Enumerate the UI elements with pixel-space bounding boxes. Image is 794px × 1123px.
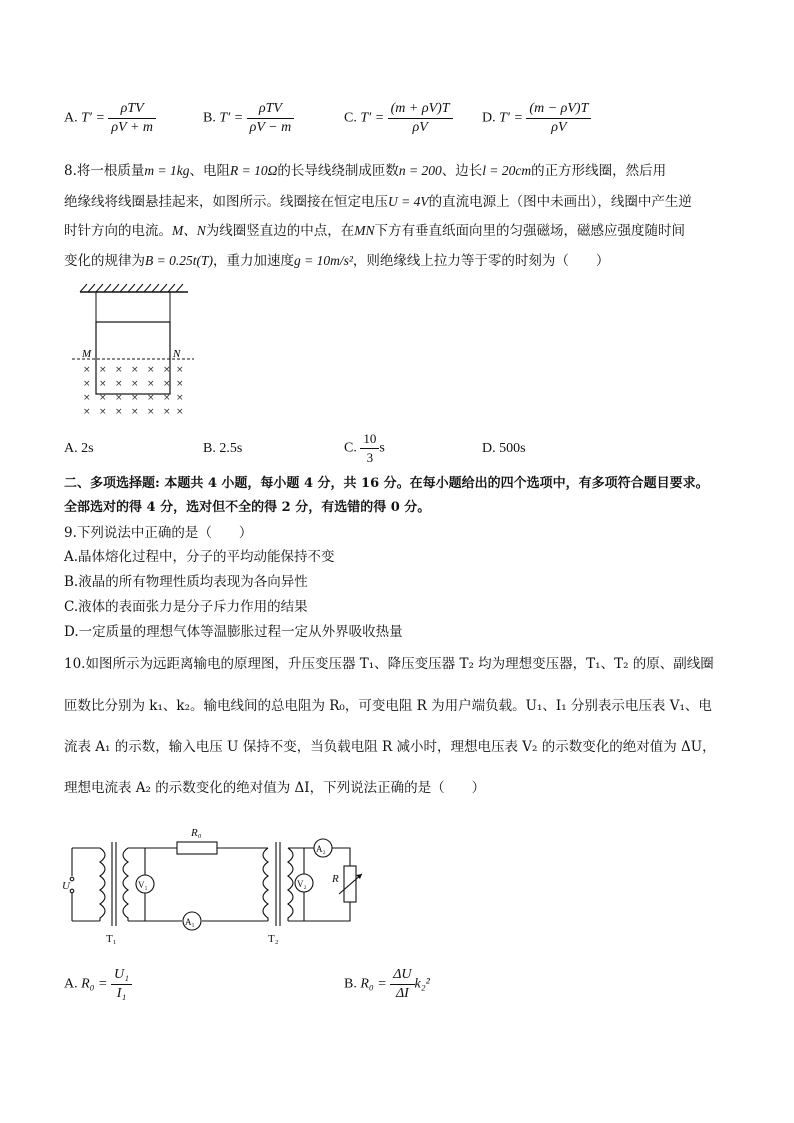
- section-2-heading: 二、多项选择题: 本题共 4 小题，每小题 4 分，共 16 分。在每小题给出的四个选项中，有多项符合题目要求。: [64, 476, 709, 491]
- svg-text:×: ×: [176, 407, 184, 417]
- svg-text:×: ×: [115, 365, 123, 375]
- magnetic-field-crosses: [83, 365, 184, 417]
- q8-option-c: C. $\frac{10}{3}$ s: [344, 431, 385, 465]
- q8-option-a: A. 2s: [64, 441, 94, 456]
- svg-text:×: ×: [131, 365, 139, 375]
- label-v2: V₂: [297, 879, 307, 889]
- svg-text:×: ×: [163, 393, 171, 403]
- svg-text:×: ×: [99, 365, 107, 375]
- svg-text:×: ×: [147, 379, 155, 389]
- fraction: $\frac{\Delta U}{\Delta I}$: [390, 966, 414, 1003]
- q10-line-4: 理想电流表 A₂ 的示数变化的绝对值为 ΔI，下列说法正确的是（ ）: [64, 780, 486, 796]
- q8-line-3: 时针方向的电流。M、N为线圈竖直边的中点，在MN下方有垂直纸面向里的匀强磁场，磁感应强度随时间: [64, 223, 685, 239]
- fraction: $\frac{\text{U₁}}{\text{I₁}}$: [111, 966, 132, 1003]
- svg-text:×: ×: [131, 407, 139, 417]
- q9-option-d: D.一定质量的理想气体等温膨胀过程一定从外界吸收热量: [64, 624, 403, 640]
- svg-text:×: ×: [163, 365, 171, 375]
- transmission-circuit: [62, 818, 362, 948]
- q10-option-a: A. R₀ = $\frac{\text{U₁}}{\text{I₁}}$: [64, 966, 132, 1003]
- q10-option-b: B. R₀ = $\frac{\Delta U}{\Delta I}$ k₂²: [344, 967, 430, 1001]
- svg-text:×: ×: [176, 379, 184, 389]
- q10-line-3: 流表 A₁ 的示数，输入电压 U 保持不变，当负载电阻 R 减小时，理想电压表 V₂ 的示数变化的绝对值为 ΔU，: [64, 739, 716, 755]
- fraction: $\frac{\text{ρTV}}{\rho V - m}$: [247, 100, 295, 137]
- q9-option-b: B.液晶的所有物理性质均表现为各向异性: [64, 574, 308, 590]
- q7-option-c: C. T′ = $\frac{(m + \rho V)T}{\rho V}$: [344, 100, 453, 137]
- q9-option-c: C.液体的表面张力是分子斥力作用的结果: [64, 599, 308, 615]
- q9-option-a: A.晶体熔化过程中，分子的平均动能保持不变: [64, 549, 335, 565]
- q8-option-d: D. 500s: [482, 441, 526, 456]
- svg-text:×: ×: [99, 393, 107, 403]
- svg-text:×: ×: [131, 393, 139, 403]
- svg-text:×: ×: [115, 407, 123, 417]
- q7-option-d: D. T′ = $\frac{(m - \rho V)T}{\rho V}$: [482, 100, 591, 137]
- q8-option-b: B. 2.5s: [203, 441, 243, 456]
- svg-text:×: ×: [176, 365, 184, 375]
- section-2-scoring: 全部选对的得 4 分，选对但不全的得 2 分，有选错的得 0 分。: [64, 500, 431, 515]
- svg-text:×: ×: [147, 407, 155, 417]
- svg-text:×: ×: [83, 365, 91, 375]
- q8-line-2: 绝缘线将线圈悬挂起来，如图所示。线圈接在恒定电压U = 4V的直流电源上（图中未画出），线圈中产生逆: [64, 194, 692, 210]
- q10-line-2: 匝数比分别为 k₁、k₂。输电线间的总电阻为 R₀，可变电阻 R 为用户端负载。U₁、I₁ 分别表示电压表 V₁、电: [64, 698, 712, 714]
- svg-text:×: ×: [115, 393, 123, 403]
- svg-text:×: ×: [99, 407, 107, 417]
- ceiling: [80, 284, 188, 292]
- svg-text:×: ×: [147, 393, 155, 403]
- coil-figure: [66, 282, 206, 422]
- label-n: N: [173, 348, 181, 360]
- q9-stem: 9.下列说法中正确的是（ ）: [64, 525, 253, 541]
- label-u: U: [62, 880, 70, 892]
- label-r0: R₀: [191, 827, 202, 839]
- svg-text:×: ×: [147, 365, 155, 375]
- label-t1: T₁: [106, 933, 117, 945]
- label-a2: A₂: [316, 844, 326, 854]
- svg-text:×: ×: [131, 379, 139, 389]
- q8-line-4: 变化的规律为B = 0.25t(T)，重力加速度g = 10m/s²，则绝缘线上拉力等于零的时刻为（ ）: [64, 253, 610, 269]
- svg-text:×: ×: [83, 393, 91, 403]
- q7-option-b: B. T′ = $\frac{\text{ρTV}}{\rho V - m}$: [203, 100, 294, 137]
- q7-option-a: A. T′ = $\frac{\text{ρTV}}{\rho V + m}$: [64, 100, 156, 137]
- fraction: $\frac{(m - \rho V)T}{\rho V}$: [526, 100, 591, 137]
- label-a1: A₁: [185, 917, 195, 927]
- svg-text:×: ×: [163, 379, 171, 389]
- label-t2: T₂: [268, 933, 279, 945]
- svg-text:×: ×: [176, 393, 184, 403]
- q8-line-1: 8.将一根质量m = 1kg、电阻R = 10Ω的长导线绕制成匝数n = 200、边长l = 20cm的正方形线圈，然后用: [64, 163, 667, 179]
- svg-text:×: ×: [83, 379, 91, 389]
- q10-line-1: 10.如图所示为远距离输电的原理图，升压变压器 T₁、降压变压器 T₂ 均为理想变压器，T₁、T₂ 的原、副线圈: [64, 656, 714, 672]
- svg-text:×: ×: [99, 379, 107, 389]
- fraction: $\frac{10}{3}$: [360, 430, 379, 467]
- svg-text:×: ×: [163, 407, 171, 417]
- label-r: R: [332, 873, 339, 885]
- label-v1: V₁: [138, 880, 148, 890]
- label-m: M: [82, 348, 92, 360]
- svg-text:×: ×: [115, 379, 123, 389]
- svg-text:×: ×: [83, 407, 91, 417]
- fraction: $\frac{(m + \rho V)T}{\rho V}$: [388, 100, 453, 137]
- fraction: $\frac{\text{ρTV}}{\rho V + m}$: [108, 100, 156, 137]
